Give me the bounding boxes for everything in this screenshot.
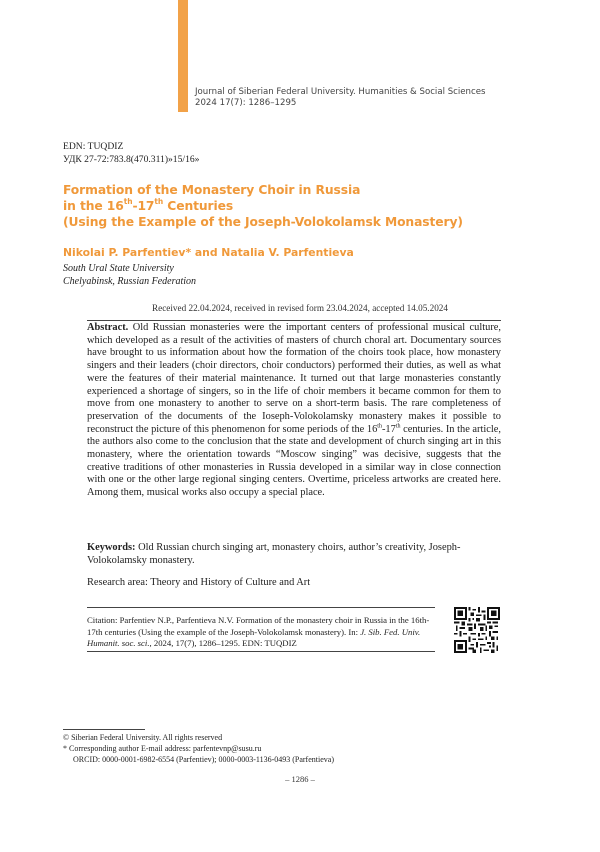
footnotes	[63, 732, 334, 765]
page-number: – 1286 –	[285, 774, 315, 784]
journal-name: Journal of Siberian Federal University. Humanities & Social Sciences	[195, 87, 486, 97]
keywords	[87, 542, 501, 567]
title-line-2	[63, 198, 543, 214]
title-line-1: Formation of the Monastery Choir in Russia	[63, 183, 361, 197]
title-line-3: (Using the Example of the Joseph-Volokolamsk Monastery)	[63, 215, 463, 229]
abstract-label: Abstract.	[87, 322, 129, 333]
received-dates: Received 22.04.2024, received in revised form 23.04.2024, accepted 14.05.2024	[152, 303, 448, 313]
affiliation	[63, 262, 196, 288]
abstract-text: Old Russian monasteries were the important centers of professional musical culture, which developed as a result of the activities of masters of church choral art. Documentary sources have brought to us information about how the formation of the choirs took place, how monastery singers and their leaders (choir directors, choir conductors) performed their duties, as well as what were the features of their material maintenance. It turned out that large monasteries constantly experienced a shortage of singers, so in the life of choir members it became common for them to move from one monastery to another to serve on a short-term basis. The rare completeness of preservation of the documents of the Ioseph-Volokolamsky monastery makes it possible to reconstruct the picture of this phenomenon for some periods of the 16	[87, 322, 501, 435]
affiliation-location: Chelyabinsk, Russian Federation	[63, 276, 197, 287]
article-meta	[63, 140, 199, 166]
keywords-text: Old Russian church singing art, monastery choirs, author’s creativity, Joseph-Volokolamsky monastery.	[87, 542, 461, 566]
citation-text: Citation: Parfentiev N.P., Parfentieva N.V. Formation of the monastery choir in Russia in the 16th-17th centuries (Using the example of the Joseph-Volokolamsk monastery). In:	[87, 615, 430, 637]
citation-text: , 2024, 17(7), 1286–1295. EDN: TUQDIZ	[149, 638, 297, 649]
abstract-sup: th	[395, 423, 401, 430]
corresponding-author-note: * Corresponding author E-mail address: parfentevnp@susu.ru	[63, 744, 262, 753]
abstract-sup: th	[377, 423, 382, 430]
citation-journal: J. Sib. Fed. Univ. Humanit. soc. sci.	[87, 626, 421, 649]
title-sup: th	[123, 196, 133, 206]
title-text: in the 16	[63, 199, 124, 213]
accent-bar	[178, 0, 188, 112]
affiliation-university: South Ural State University	[63, 263, 174, 274]
abstract-text: -17	[381, 423, 396, 435]
citation	[87, 615, 437, 650]
abstract-top-rule	[87, 320, 501, 321]
abstract	[87, 322, 501, 500]
citation-top-rule	[87, 607, 435, 608]
research-area: Research area: Theory and History of Culture and Art	[87, 577, 311, 588]
orcid-note: ORCID: 0000-0001-6982-6554 (Parfentiev); 0000-0003-1136-0493 (Parfentieva)	[73, 755, 334, 764]
footnote-rule	[63, 729, 145, 730]
copyright-note: © Siberian Federal University. All rights reserved	[63, 733, 223, 742]
citation-bottom-rule	[87, 651, 435, 652]
author-list: Nikolai P. Parfentiev* and Natalia V. Parfentieva	[63, 246, 354, 259]
title-text: -17	[132, 199, 155, 213]
qr-code-icon	[454, 607, 500, 653]
article-title	[63, 182, 543, 230]
abstract-text: centuries. In the article, the authors also come to the conclusion that the state and development of church singing art in this monastery, where the orientation towards “Moscow singing” was decisive, suggests that the creative traditions of other monasteries in Russia developed in a similar way in close connection with one or the other large regional singing centers. Overtime, priceless artworks are created here. Among them, musical works also occupy a special place.	[87, 423, 501, 499]
keywords-label: Keywords:	[87, 542, 136, 553]
journal-issue: 2024 17(7): 1286–1295	[195, 98, 297, 108]
title-sup: th	[154, 196, 164, 206]
journal-header	[195, 87, 486, 109]
udk-code: УДК 27-72:783.8(470.311)»15/16»	[63, 154, 200, 165]
title-text: Centuries	[163, 199, 234, 213]
edn-code: EDN: TUQDIZ	[63, 141, 124, 152]
